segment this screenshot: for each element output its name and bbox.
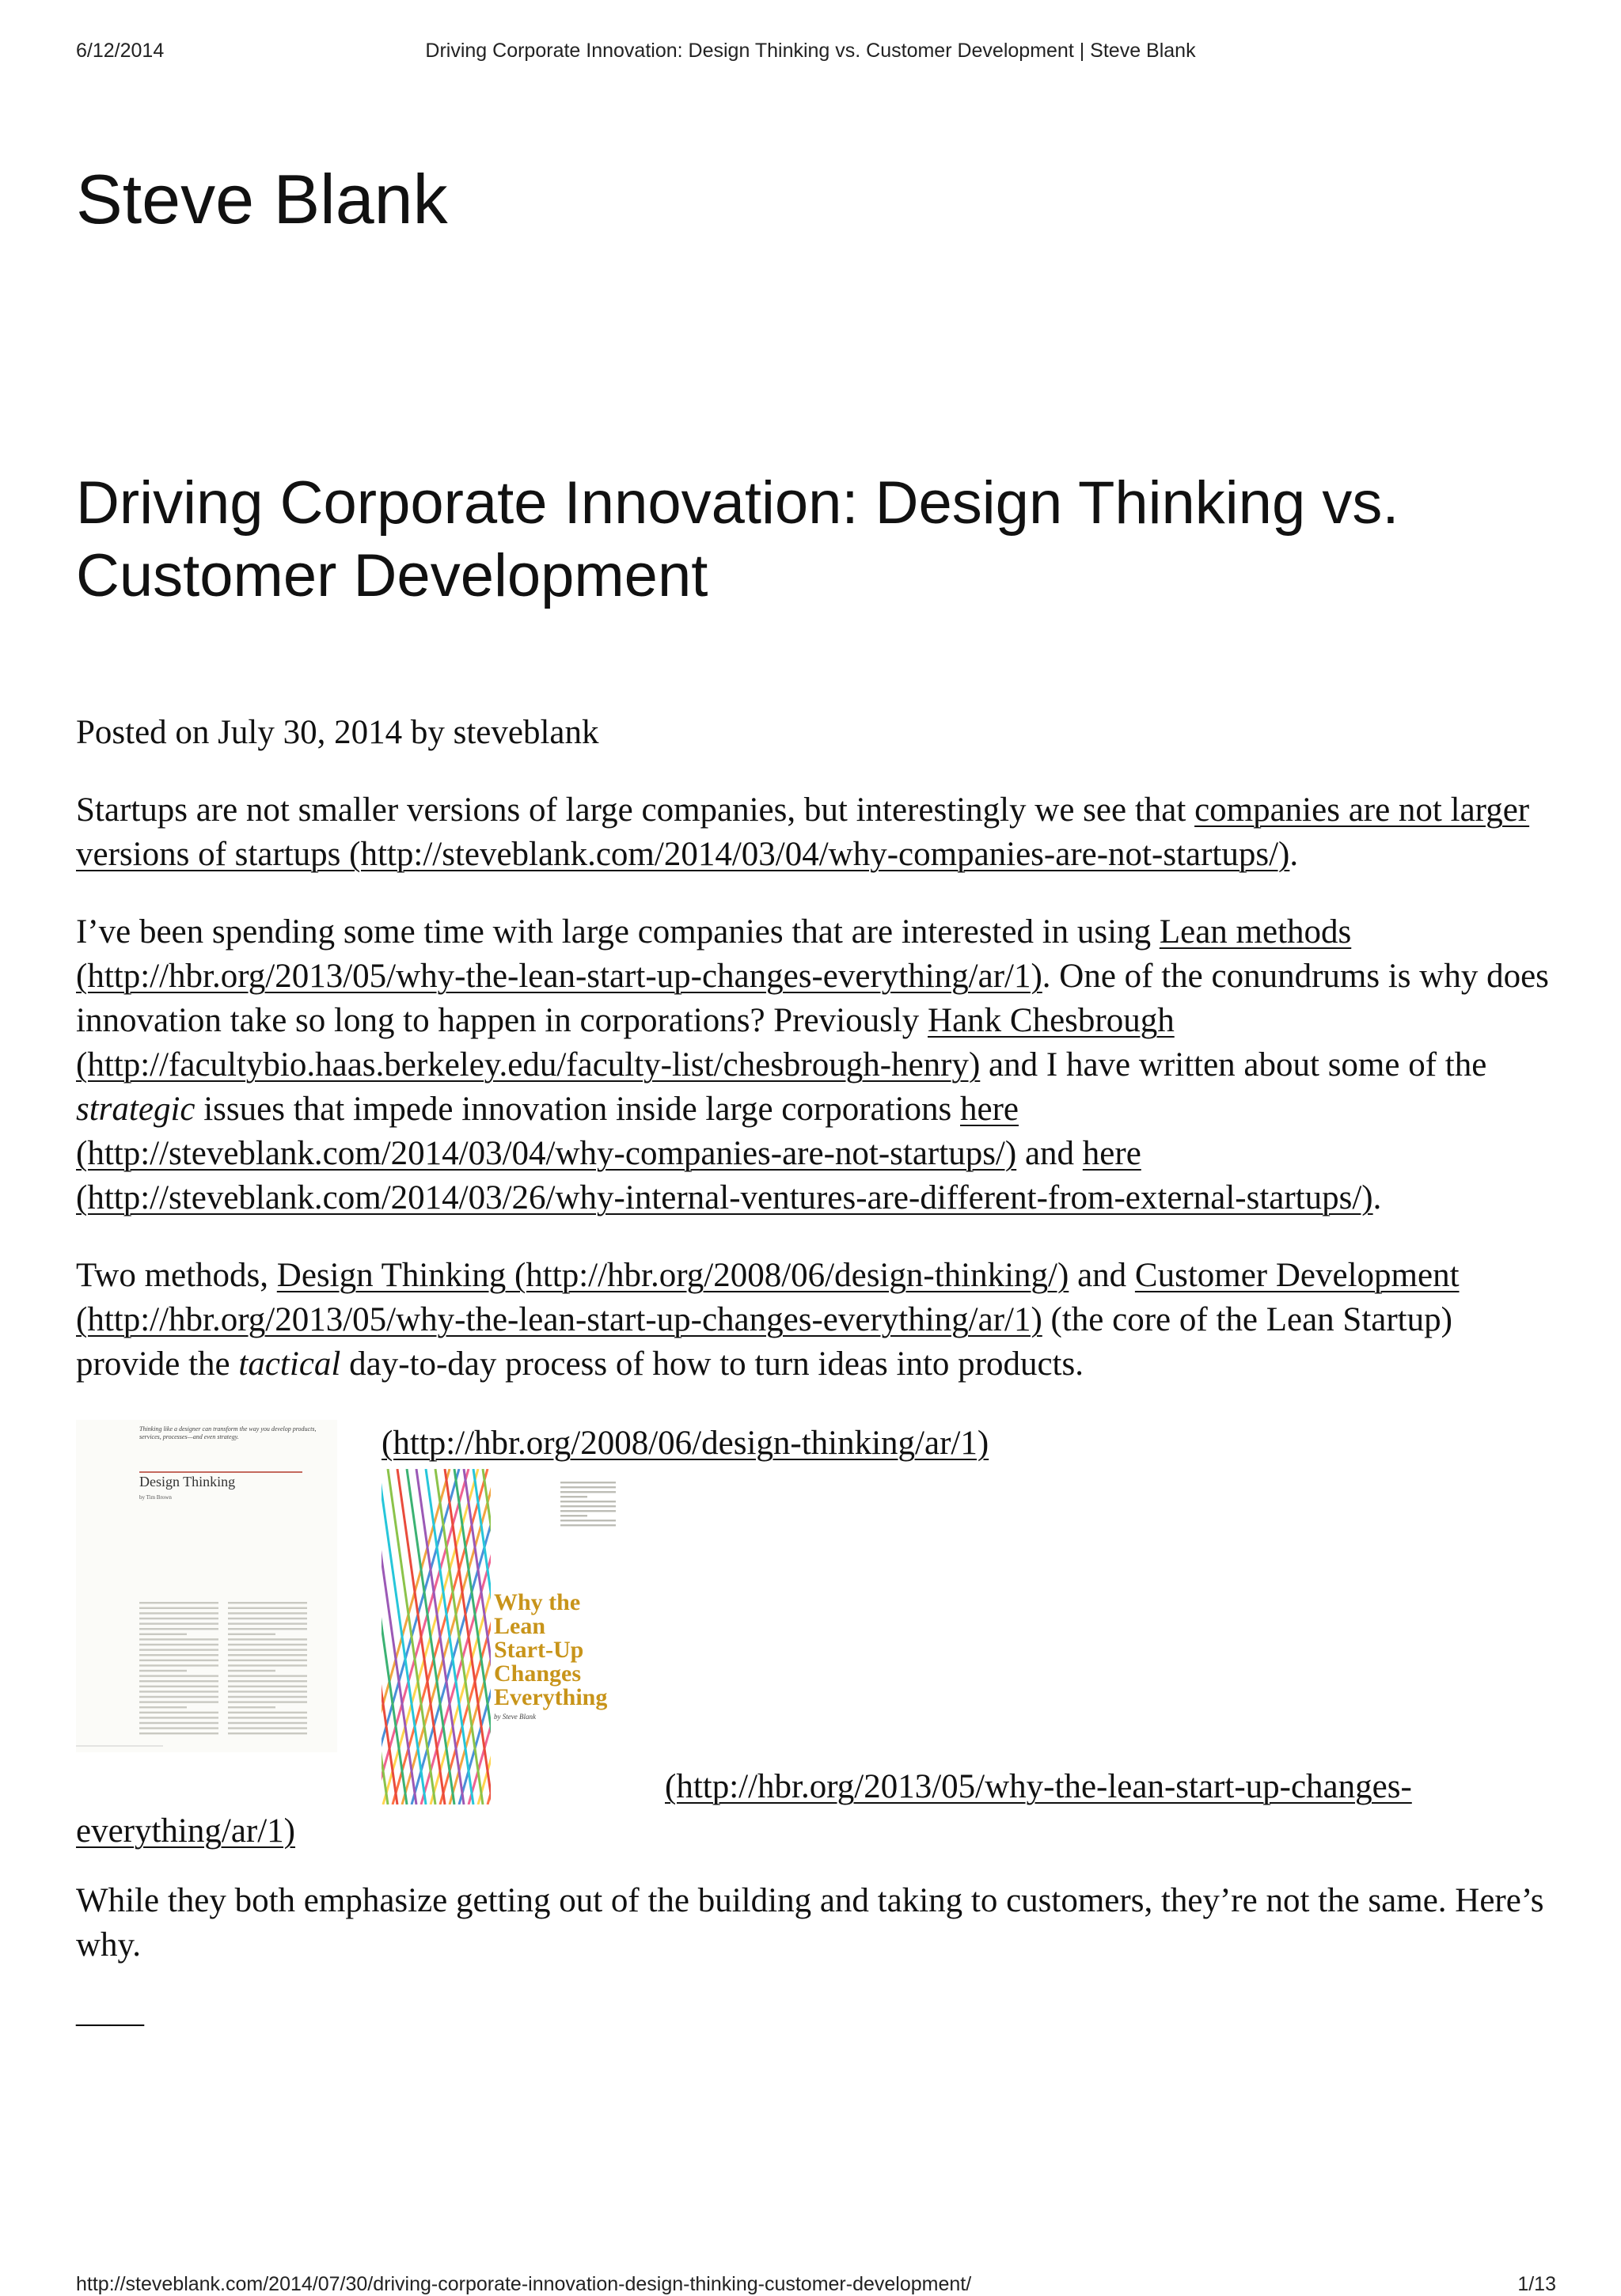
column-text-line <box>139 1722 218 1724</box>
print-header-date: 6/12/2014 <box>76 40 165 62</box>
column-text-line <box>228 1602 307 1603</box>
text-span: . <box>1372 1179 1382 1216</box>
link-design-thinking-article[interactable]: (http://hbr.org/2008/06/design-thinking/ar/1) <box>382 1425 989 1462</box>
column-text-line <box>139 1680 218 1682</box>
post-title: Driving Corporate Innovation: Design Thinking vs. Customer Development <box>76 469 1399 609</box>
column-text-line <box>228 1727 307 1729</box>
column-text-line <box>228 1628 307 1630</box>
column-text-line <box>139 1644 218 1645</box>
link-here-2[interactable]: here (http://steveblank.com/2014/03/26/why-internal-ventures-are-different-from-external-startups/) <box>76 1135 1373 1216</box>
column-text-line <box>228 1732 307 1734</box>
paragraph-4: While they both emphasize getting out of the building and taking to customers, they’re not the same. Here’s why. <box>76 1882 1544 1964</box>
link-design-thinking[interactable]: Design Thinking (http://hbr.org/2008/06/design-thinking/) <box>276 1257 1069 1294</box>
figure-caption-line <box>76 1765 1556 1854</box>
column-text-line <box>139 1638 218 1640</box>
site-title[interactable]: Steve Blank <box>76 160 448 238</box>
column-text-line <box>228 1618 307 1619</box>
column-text-line <box>228 1701 307 1702</box>
separator-dash: —— <box>76 2004 144 2041</box>
column-text-line <box>228 1717 307 1718</box>
link-lean-methods[interactable]: Lean methods (http://hbr.org/2013/05/why-the-lean-start-up-changes-everything/ar/1) <box>76 913 1352 995</box>
text-span: and <box>1016 1135 1083 1172</box>
column-text-line <box>139 1691 218 1692</box>
column-text-line <box>228 1654 307 1656</box>
column-text-line <box>139 1712 218 1713</box>
link-here-1[interactable]: here (http://steveblank.com/2014/03/04/why-companies-are-not-startups/) <box>76 1091 1019 1172</box>
text-span: Startups are not smaller versions of large companies, but interestingly we see that <box>76 791 1195 829</box>
text-span: (the core of the Lean Startup) provide the <box>76 1301 1452 1383</box>
paragraph-2 <box>76 910 1556 1220</box>
column-text-line <box>139 1706 187 1708</box>
cover-text-line <box>560 1505 616 1507</box>
svg-text:Why the: Why the <box>494 1589 581 1615</box>
cover-text-line <box>560 1510 616 1512</box>
column-text-line <box>139 1602 218 1603</box>
column-text-line <box>139 1727 218 1729</box>
column-text-line <box>139 1618 218 1619</box>
link-lean-startup-article[interactable]: (http://hbr.org/2013/05/why-the-lean-start-up-changes-everything/ar/1) <box>76 1768 1412 1850</box>
column-text-line <box>228 1712 307 1713</box>
column-text-line <box>228 1691 307 1692</box>
emphasis-strategic: strategic <box>76 1091 196 1128</box>
cover-text-line <box>560 1520 616 1521</box>
text-span: and I have written about some of the <box>980 1046 1487 1083</box>
post-meta: Posted on July 30, 2014 by steveblank <box>76 714 599 751</box>
article-figure <box>76 1420 1556 1861</box>
cover-text-line <box>560 1482 616 1483</box>
emphasis-tactical: tactical <box>238 1345 341 1383</box>
column-text-line <box>139 1664 218 1666</box>
text-span: issues that impede innovation inside large corporations <box>195 1091 960 1128</box>
print-footer-url: http://steveblank.com/2014/07/30/driving-corporate-innovation-design-thinking-customer-development/ <box>76 2273 972 2295</box>
cover-text-line <box>560 1515 587 1516</box>
cover-text-line <box>560 1486 616 1488</box>
column-text-line <box>139 1701 218 1702</box>
column-text-line <box>228 1686 307 1687</box>
column-text-line <box>139 1654 218 1656</box>
svg-text:Lean: Lean <box>494 1613 546 1639</box>
article-body <box>76 711 1556 2078</box>
svg-text:Start-Up: Start-Up <box>494 1637 584 1663</box>
column-text-line <box>228 1607 307 1609</box>
column-text-line <box>228 1722 307 1724</box>
column-text-line <box>139 1717 218 1718</box>
column-text-line <box>139 1675 218 1676</box>
column-text-line <box>228 1644 307 1645</box>
column-text-line <box>139 1622 218 1624</box>
design-thinking-cover-image[interactable] <box>76 1420 337 1752</box>
link-customer-development[interactable]: Customer Development (http://hbr.org/2013/05/why-the-lean-start-up-changes-everything/ar/1) <box>76 1257 1460 1338</box>
text-span: . One of the conundrums is why does innovation take so long to happen in corporations? Previously <box>76 958 1549 1039</box>
column-text-line <box>228 1675 307 1676</box>
column-text-line <box>228 1670 275 1672</box>
cover-text-line <box>560 1501 616 1502</box>
cover-text-line <box>560 1524 616 1526</box>
svg-text:by Steve Blank: by Steve Blank <box>494 1713 536 1721</box>
column-text-line <box>228 1638 307 1640</box>
column-text-line <box>228 1612 307 1614</box>
column-text-line <box>139 1649 218 1650</box>
column-text-line <box>139 1612 218 1614</box>
cover-text-line <box>560 1496 587 1497</box>
print-footer-page-number: 1/13 <box>1517 2273 1556 2295</box>
svg-text:Changes: Changes <box>494 1660 582 1687</box>
svg-text:Everything: Everything <box>494 1684 608 1710</box>
text-span: Two methods, <box>76 1257 277 1294</box>
svg-text:services, processes—and even s: services, processes—and even strategy. <box>139 1433 239 1440</box>
column-text-line <box>228 1680 307 1682</box>
column-text-line <box>139 1686 218 1687</box>
column-text-line <box>228 1664 307 1666</box>
column-text-line <box>139 1634 187 1635</box>
column-text-line <box>228 1696 307 1698</box>
svg-text:Thinking like a designer can t: Thinking like a designer can transform the way you develop products, <box>139 1425 317 1433</box>
paragraph-3 <box>76 1254 1556 1387</box>
column-text-line <box>139 1696 218 1698</box>
text-span: day-to-day process of how to turn ideas into products. <box>340 1345 1084 1383</box>
text-span: and <box>1069 1257 1135 1294</box>
text-span: I’ve been spending some time with large companies that are interested in using <box>76 913 1160 951</box>
column-text-line <box>139 1607 218 1609</box>
column-text-line <box>139 1628 218 1630</box>
svg-text:Design Thinking: Design Thinking <box>139 1474 236 1490</box>
svg-text:by Tim Brown: by Tim Brown <box>139 1494 172 1501</box>
link-hank-chesbrough[interactable]: Hank Chesbrough (http://facultybio.haas.berkeley.edu/faculty-list/chesbrough-henry) <box>76 1002 1175 1083</box>
column-text-line <box>139 1660 218 1661</box>
column-text-line <box>139 1670 187 1672</box>
link-companies-not-startups[interactable]: companies are not larger versions of startups (http://steveblank.com/2014/03/04/why-companies-are-not-startups/) <box>76 791 1530 873</box>
column-text-line <box>228 1634 275 1635</box>
lean-startup-cover-image[interactable] <box>382 1469 730 1805</box>
column-text-line <box>228 1622 307 1624</box>
print-header-title: Driving Corporate Innovation: Design Thinking vs. Customer Development | Steve Blank <box>425 40 1196 62</box>
cover-text-line <box>560 1491 616 1493</box>
column-text-line <box>228 1649 307 1650</box>
column-text-line <box>228 1660 307 1661</box>
column-text-line <box>228 1706 275 1708</box>
text-span: . <box>1289 836 1299 873</box>
paragraph-1 <box>76 788 1556 877</box>
column-text-line <box>139 1732 218 1734</box>
